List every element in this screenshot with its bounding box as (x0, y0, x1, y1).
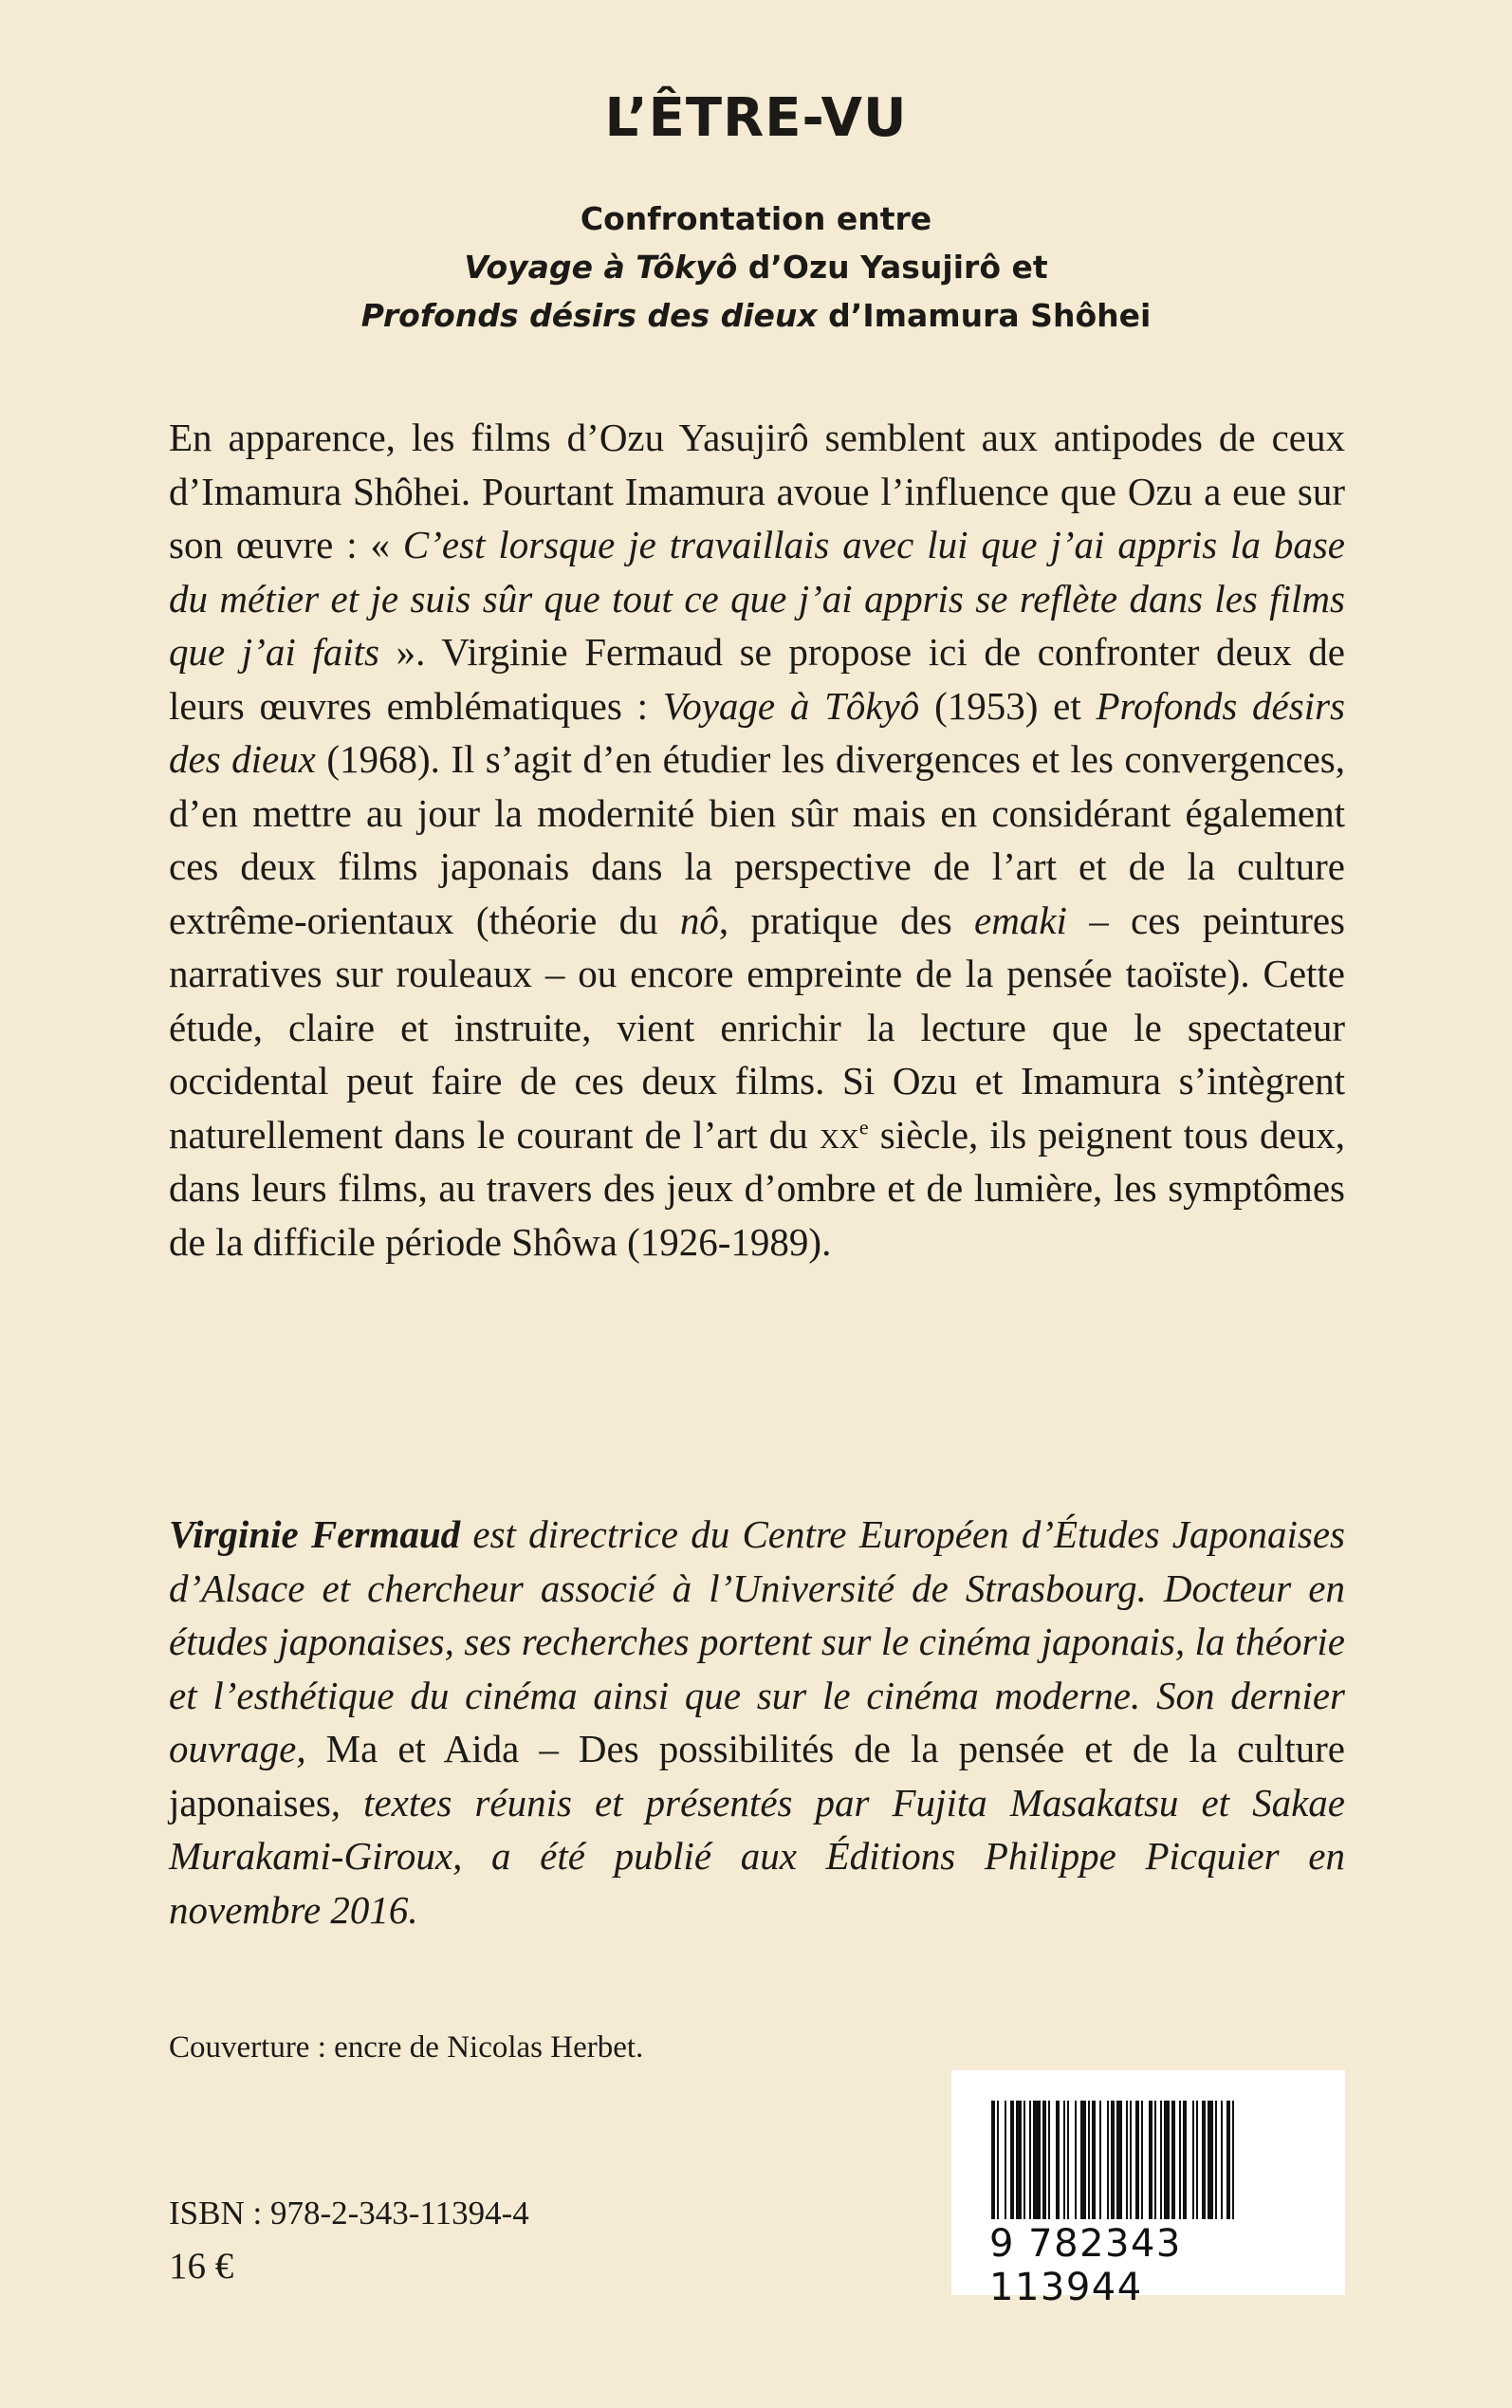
barcode-bar (1135, 2101, 1139, 2219)
barcode-bar (1107, 2101, 1109, 2219)
barcode-bar (1179, 2101, 1181, 2219)
film-title-profonds: Profonds désirs des dieux (360, 297, 818, 334)
subtitle-line-2 (0, 243, 1512, 291)
barcode-bar (991, 2101, 995, 2219)
barcode-bar (1048, 2101, 1050, 2219)
author-name: Virginie Fermaud (169, 1512, 461, 1556)
subtitle-line-3 (0, 291, 1512, 340)
film-title: Profonds désirs des dieux (169, 683, 1345, 781)
imamura-quote: C’est lorsque je travaillais avec lui que j’ai appris la base du métier et je suis sûr que tout ce que j’ai appris se reflète dans les films que j’ai faits (169, 523, 1345, 674)
subtitle-line-3-rest: d’Imamura Shôhei (817, 297, 1152, 334)
author-bio-text: , textes réunis et présentés par Fujita Masakatsu et Sakae Murakami-Giroux, a été publié aux Éditions Philippe Picquier en novembre 2016. (169, 1780, 1345, 1932)
book-subtitle (0, 194, 1512, 340)
barcode (951, 2070, 1345, 2309)
term-emaki: emaki (974, 898, 1067, 942)
barcode-bar (1221, 2101, 1223, 2219)
summary-text: – ces peintures narratives sur rouleaux – ou encore empreinte de la pensée taoïste). Cette étude, claire et instruite, vient enrichir la lecture que le spectateur occidental peut faire de ces deux films. Si Ozu et Imamura s’intègrent naturellement dans le courant de l’art du (169, 898, 1345, 1157)
barcode-bar (1171, 2101, 1175, 2219)
film-title: Voyage à Tôkyô (662, 683, 920, 728)
price: 16 € (169, 2246, 234, 2287)
century-numeral: xx (819, 1112, 859, 1157)
barcode-bar (1126, 2101, 1128, 2219)
barcode-bar (1130, 2101, 1132, 2219)
barcode-bar (1160, 2101, 1162, 2219)
barcode-bar (1042, 2101, 1046, 2219)
barcode-bar (1196, 2101, 1198, 2219)
barcode-bar (1075, 2101, 1077, 2219)
author-bio-text: est directrice du Centre Européen d’Études Japonaises d’Alsace et chercheur associé à l’Université de Strasbourg. Docteur en études japonaises, ses recherches portent sur le cinéma japonais, la théorie et l’esthétique du cinéma ainsi que sur le cinéma moderne. Son dernier ouvrage, (169, 1512, 1345, 1770)
barcode-bar (1141, 2101, 1143, 2219)
film-title-tokyo: Voyage à Tôkyô (464, 249, 738, 286)
barcode-bar (1063, 2101, 1065, 2219)
barcode-bar (1056, 2101, 1060, 2219)
barcode-bar (1067, 2101, 1069, 2219)
book-title: L’ÊTRE-VU (604, 87, 908, 149)
author-bio (169, 1508, 1345, 1936)
summary-text: , pratique des (718, 898, 975, 942)
subtitle-line-1: Confrontation entre (580, 200, 932, 237)
barcode-bar (1208, 2101, 1213, 2219)
barcode-bar (1033, 2101, 1041, 2219)
barcode-bar (1088, 2101, 1090, 2219)
barcode-bar (1202, 2101, 1206, 2219)
summary-text: ». Virginie Fermaud se propose ici de confronter deux de leurs œuvres emblématiques : (169, 630, 1346, 728)
summary-text: (1953) et (919, 683, 1097, 728)
barcode-bar (1099, 2101, 1101, 2219)
century-superscript: e (858, 1114, 869, 1139)
barcode-bar (1111, 2101, 1115, 2219)
barcode-bar (1092, 2101, 1096, 2219)
barcode-bars (991, 2101, 1304, 2224)
barcode-bar (1192, 2101, 1194, 2219)
barcode-bar (997, 2101, 999, 2219)
barcode-bar (1149, 2101, 1152, 2219)
isbn: ISBN : 978-2-343-11394-4 (169, 2195, 529, 2232)
summary-text: siècle, ils peignent tous deux, dans leurs films, au travers des jeux d’ombre et de lumière, les symptômes de la difficile période Shôwa (1926-1989). (169, 1112, 1345, 1264)
barcode-bar (1183, 2101, 1187, 2219)
barcode-bar (1232, 2101, 1234, 2219)
barcode-bar (1154, 2101, 1156, 2219)
summary-text: En apparence, les films d’Ozu Yasujirô semblent aux antipodes de ceux d’Imamura Shôhei. Pourtant Imamura avoue l’influence que Ozu a eue sur son œuvre : « (169, 416, 1345, 566)
cover-credit: Couverture : encre de Nicolas Herbet. (169, 2030, 644, 2065)
barcode-bar (1010, 2101, 1014, 2219)
summary-text: (1968). Il s’agit d’en étudier les divergences et les convergences, d’en mettre au jour la modernité bien sûr mais en considérant également ces deux films japonais dans la perspective de l’art et de la culture extrême-orientaux (théorie du (169, 737, 1345, 942)
barcode-bar (1116, 2101, 1122, 2219)
barcode-bar (1023, 2101, 1025, 2219)
subtitle-line-2-rest: d’Ozu Yasujirô et (737, 249, 1048, 286)
term-no: nô (679, 898, 719, 942)
barcode-bar (1005, 2101, 1006, 2219)
barcode-bar (1029, 2101, 1031, 2219)
barcode-bar (1016, 2101, 1022, 2219)
barcode-bar (1080, 2101, 1086, 2219)
barcode-bar (1164, 2101, 1170, 2219)
book-title-ma-et-aida: Ma et Aida – Des possibilités de la pensée et de la culture japonaises (169, 1727, 1345, 1825)
barcode-digits: 9 782343 113944 (989, 2222, 1182, 2309)
barcode-bar (1215, 2101, 1217, 2219)
summary-paragraph (169, 411, 1345, 1269)
barcode-bar (1226, 2101, 1230, 2219)
